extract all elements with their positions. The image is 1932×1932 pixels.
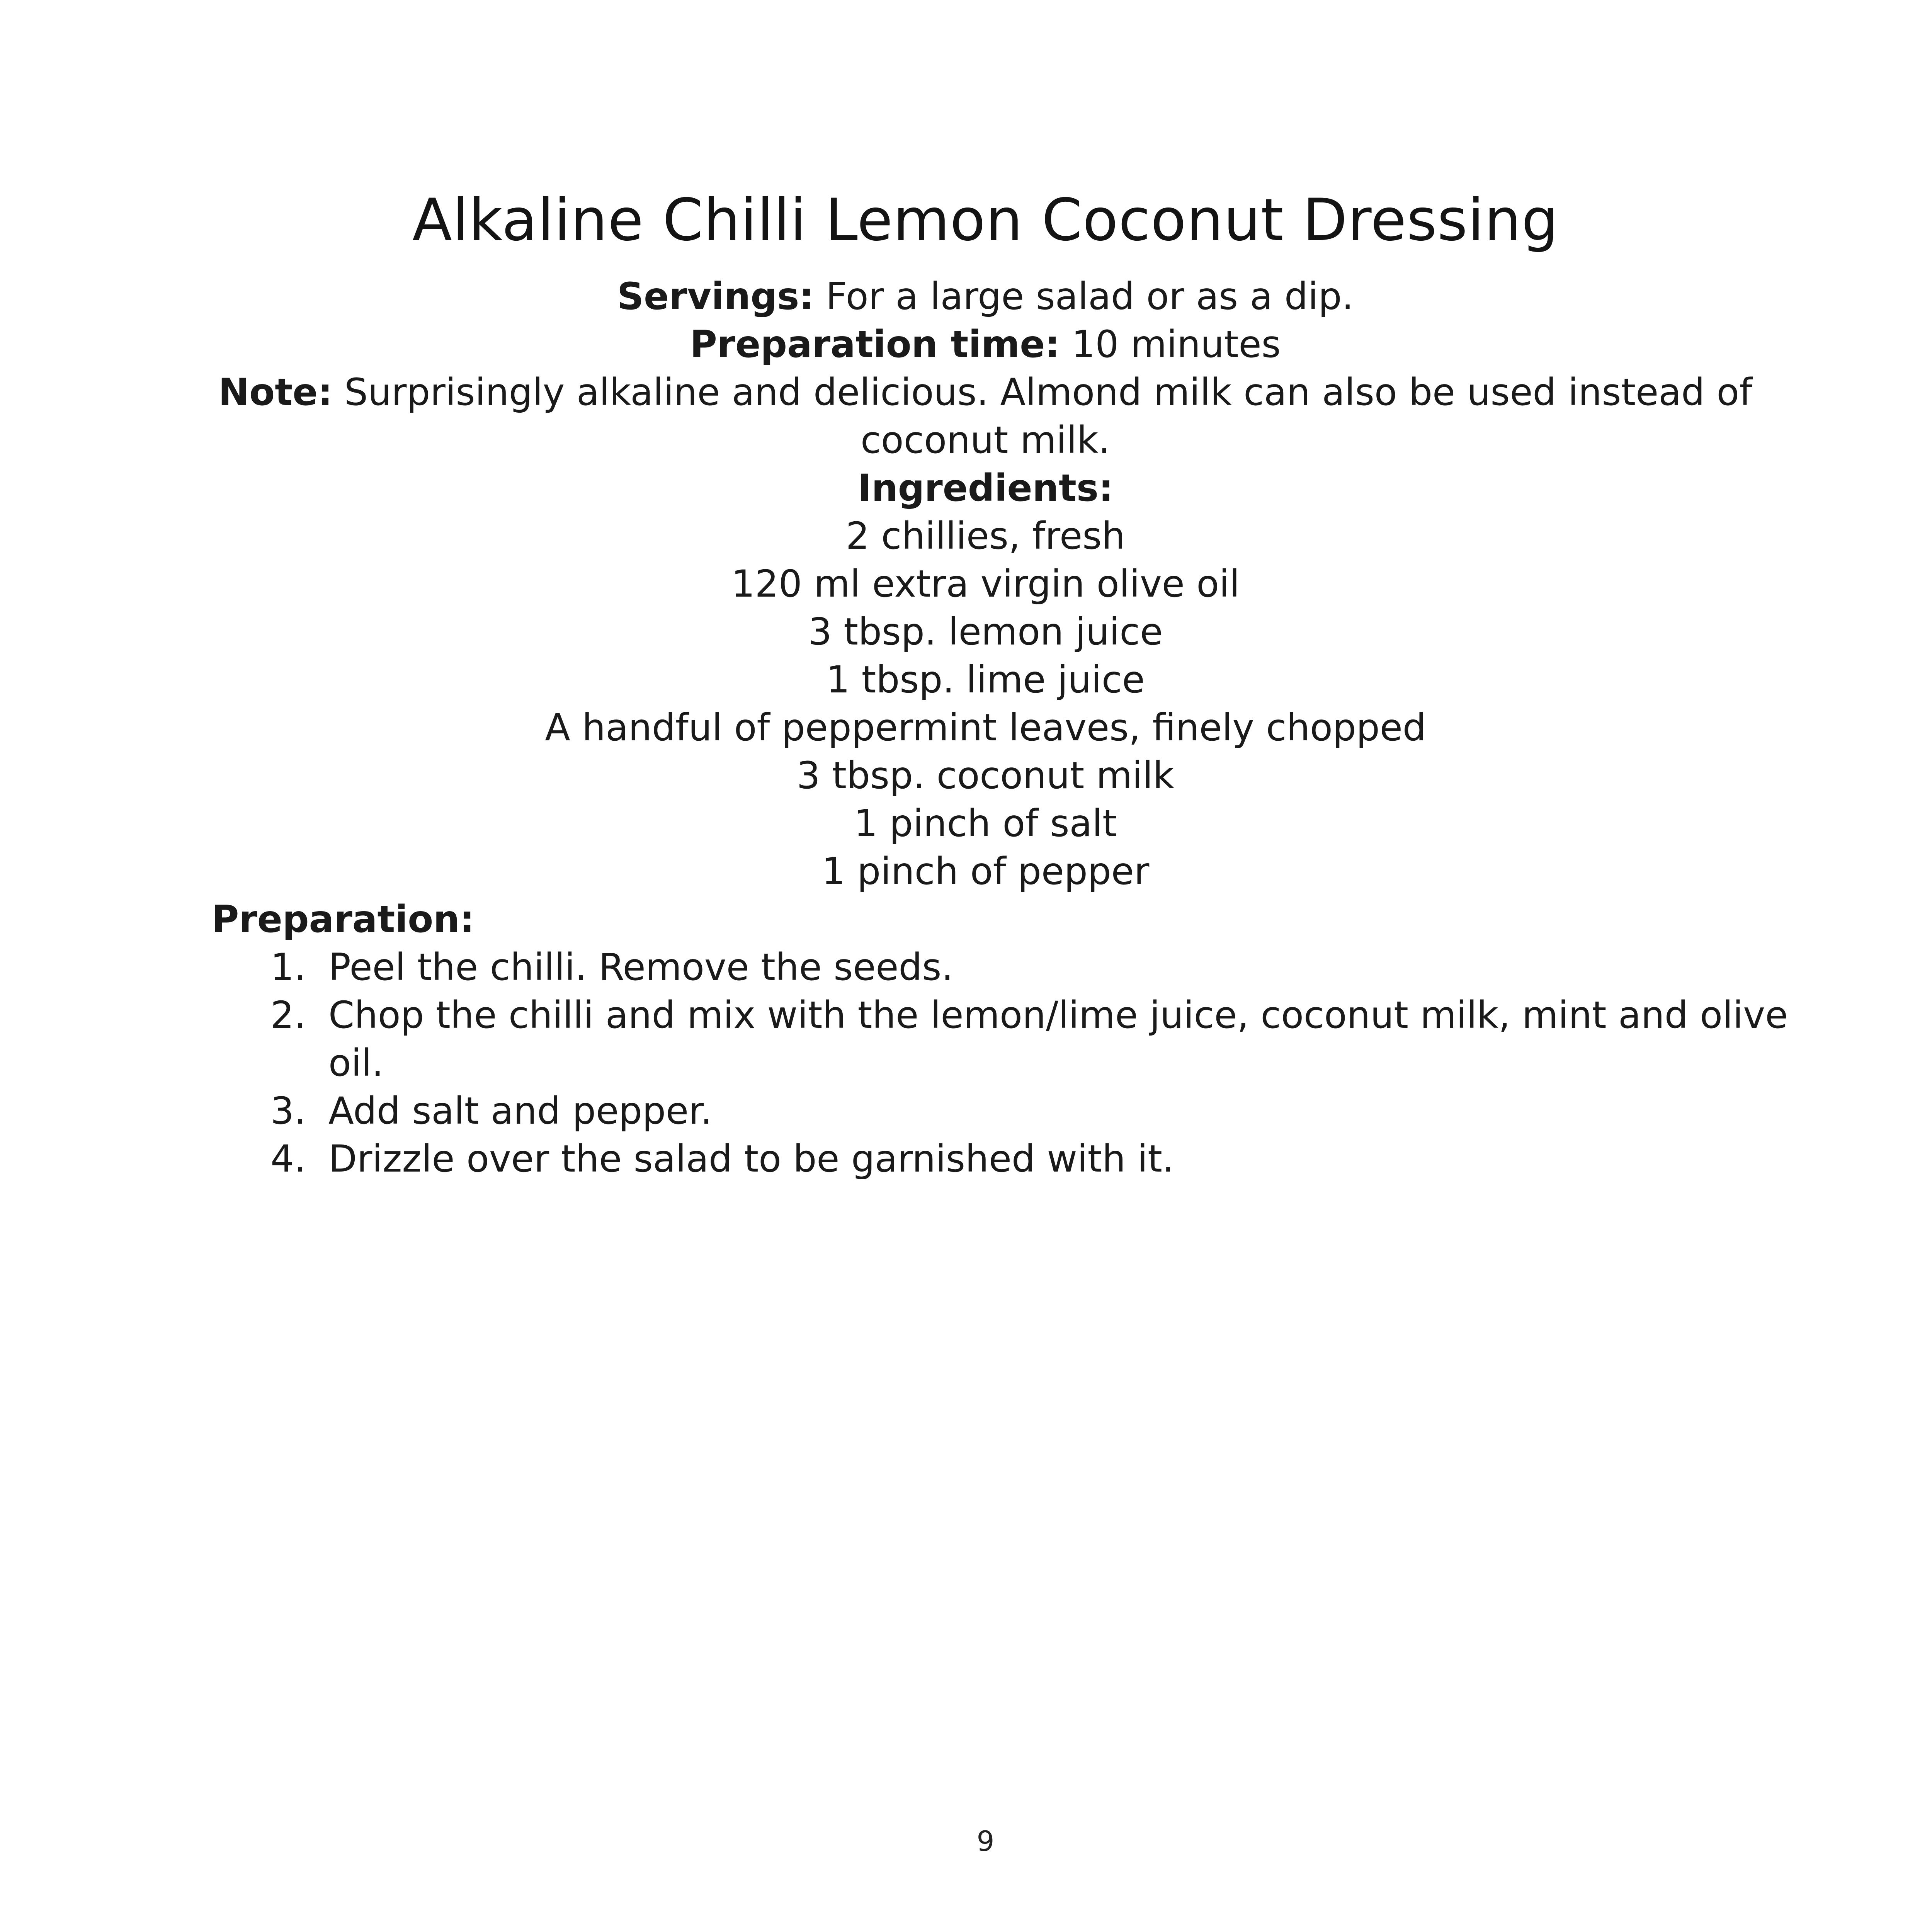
preparation-time-line bbox=[216, 320, 1754, 368]
servings-label: Servings: bbox=[617, 275, 814, 318]
page-number: 9 bbox=[976, 1825, 995, 1857]
step-text: Chop the chilli and mix with the lemon/lime juice, coconut milk, mint and olive oil. bbox=[328, 993, 1788, 1085]
ingredient-item: 3 tbsp. lemon juice bbox=[808, 610, 1163, 653]
note-label: Note: bbox=[218, 371, 333, 414]
step-text: Drizzle over the salad to be garnished with it. bbox=[328, 1137, 1174, 1180]
preparation-heading: Preparation: bbox=[212, 898, 474, 941]
preparation-step bbox=[270, 991, 1808, 1087]
note-paragraph bbox=[216, 368, 1754, 464]
recipe-title: Alkaline Chilli Lemon Coconut Dressing bbox=[412, 187, 1559, 254]
ingredient-item: 2 chillies, fresh bbox=[845, 514, 1126, 558]
ingredient-item: 120 ml extra virgin olive oil bbox=[731, 562, 1240, 605]
step-number: 4. bbox=[270, 1137, 306, 1180]
ingredient-item: 3 tbsp. coconut milk bbox=[796, 754, 1175, 797]
ingredient-item: A handful of peppermint leaves, finely chopped bbox=[545, 706, 1426, 749]
step-number: 2. bbox=[270, 993, 306, 1037]
note-text: Surprisingly alkaline and delicious. Almond milk can also be used instead of coconut milk. bbox=[344, 371, 1753, 462]
ingredient-item: 1 tbsp. lime juice bbox=[826, 658, 1145, 701]
preparation-steps bbox=[270, 943, 1808, 1183]
preparation-time-value: 10 minutes bbox=[1071, 323, 1281, 366]
step-number: 3. bbox=[270, 1089, 306, 1133]
preparation-time-label: Preparation time: bbox=[690, 323, 1060, 366]
ingredient-item: 1 pinch of salt bbox=[854, 802, 1117, 845]
ingredients-list bbox=[0, 512, 1932, 895]
ingredient-item: 1 pinch of pepper bbox=[821, 850, 1150, 893]
servings-value: For a large salad or as a dip. bbox=[826, 275, 1354, 318]
ingredients-heading: Ingredients: bbox=[857, 466, 1114, 510]
step-number: 1. bbox=[270, 946, 306, 989]
preparation-step bbox=[270, 1087, 1808, 1135]
step-text: Peel the chilli. Remove the seeds. bbox=[328, 946, 953, 989]
step-text: Add salt and pepper. bbox=[328, 1089, 713, 1133]
preparation-step bbox=[270, 1135, 1808, 1183]
servings-line bbox=[216, 272, 1754, 320]
ingredients-section bbox=[0, 464, 1932, 895]
preparation-step bbox=[270, 943, 1808, 991]
